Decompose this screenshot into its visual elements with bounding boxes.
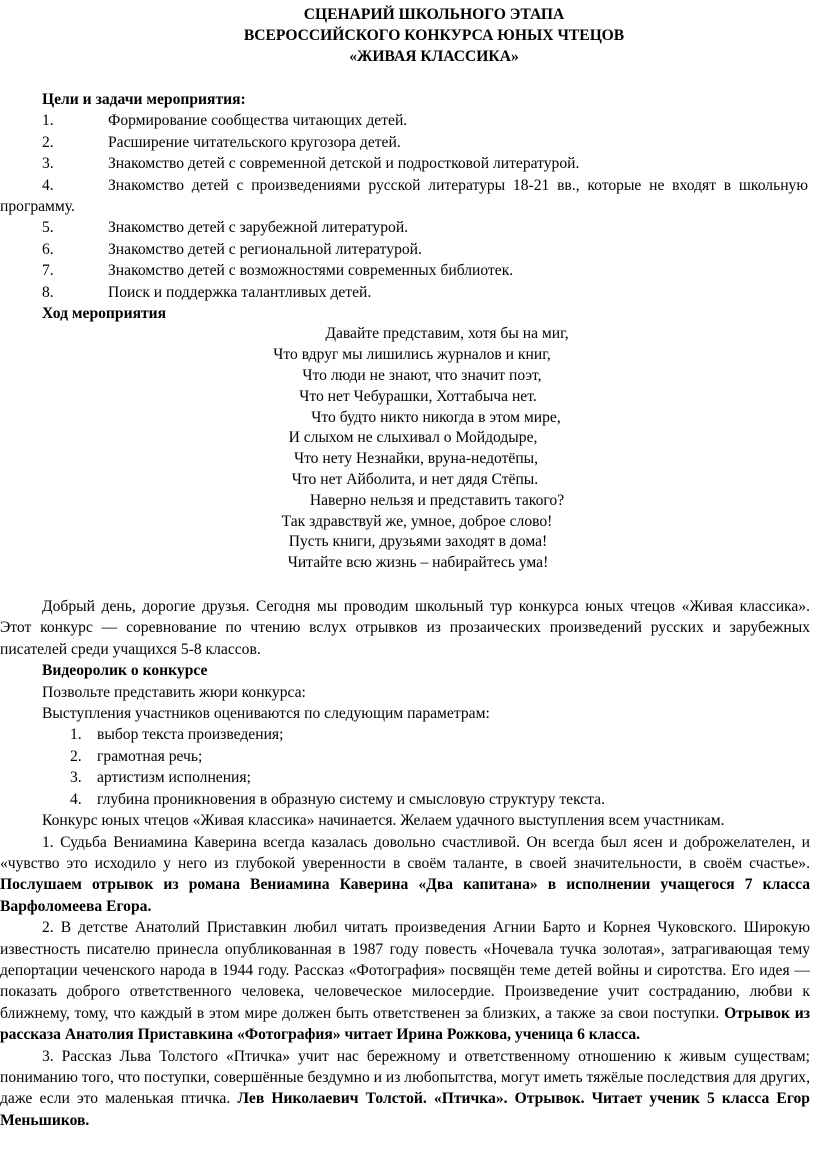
poem-line: Что будто никто никогда в этом мире, (311, 408, 561, 426)
goal-item (0, 153, 816, 174)
goal-number: 2. (42, 133, 54, 151)
goal-number: 8. (42, 283, 54, 301)
goal-number: 1. (42, 112, 54, 130)
criteria-text: грамотная речь; (97, 747, 203, 765)
criteria-number: 1. (70, 726, 82, 744)
poem-line: Что нету Незнайки, вруна-недотёпы, (293, 450, 539, 468)
goal-item (0, 110, 816, 131)
goal-text: Знакомство детей с произведениями русской литературы 18-21 вв., которые не входят в школьную программу. (0, 176, 808, 216)
poem-line: Так здравствуй же, умное, доброе слово! (281, 512, 553, 530)
goal-text: Расширение читательского кругозора детей. (108, 133, 401, 151)
goals-heading: Цели и задачи мероприятия: (42, 91, 246, 108)
jury-line: Позвольте представить жюри конкурса: (42, 683, 306, 701)
goal-text: Знакомство детей с зарубежной литературой. (108, 219, 409, 237)
title-line-1: СЦЕНАРИЙ ШКОЛЬНОГО ЭТАПА (303, 6, 565, 23)
criteria-intro: Выступления участников оцениваются по следующим параметрам: (42, 705, 490, 723)
poem-line: Пусть книги, друзьями заходят в дома! (288, 533, 548, 551)
poem-line: Давайте представим, хотя бы на миг, (325, 325, 569, 343)
criteria-number: 3. (70, 769, 82, 787)
event-heading: Ход мероприятия (42, 305, 167, 323)
poem-line: Что нет Чебурашки, Хоттабыча нет. (299, 387, 537, 405)
poem-line: Что нет Айболита, и нет дядя Стёпы. (291, 471, 539, 489)
title-line-2: ВСЕРОССИЙСКОГО КОНКУРСА ЮНЫХ ЧТЕЦОВ (243, 27, 625, 44)
goal-number: 3. (42, 155, 54, 173)
criteria-text: выбор текста произведения; (97, 726, 284, 744)
goal-text: Формирование сообщества читающих детей. (108, 112, 408, 130)
poem-line: Наверно нельзя и представить такого? (309, 491, 565, 509)
goal-item (0, 175, 816, 218)
goal-number: 7. (42, 262, 54, 280)
goal-text: Поиск и поддержка талантливых детей. (108, 283, 372, 301)
poem-line: Читайте всю жизнь – набирайтесь ума! (287, 554, 549, 572)
document-title (52, 4, 816, 67)
reading-1-announcement: Послушаем отрывок из романа Вениамина Каверина «Два капитана» в исполнении учащегося 7 класса Варфоломеева Егора. (0, 876, 810, 915)
reading-2-text: 2. В детстве Анатолий Приставкин любил читать произведения Агнии Барто и Корнея Чуковского. Широкую известность писателю принесла опубликованная в 1987 году повесть «Ночевала тучка золотая», затрагивающая тему депортации чеченского народа в 1944 году. Рассказ «Фотография» посвящён теме детей войны и сиротства. Его идея — показать доброго ответственного человека, человеческое милосердие. Произведение учит состраданию, любви к ближнему, тому, что каждый в этом мире должен быть ответственен за близких, а также за свои поступки. (0, 919, 810, 1022)
criteria-item (0, 789, 816, 810)
poem-line: Что вдруг мы лишились журналов и книг, (273, 346, 551, 364)
start-paragraph: Конкурс юных чтецов «Живая классика» начинается. Желаем удачного выступления всем участникам. (42, 812, 725, 830)
reading-paragraph-1 (0, 832, 816, 918)
poem-line: Что люди не знают, что значит поэт, (302, 367, 542, 385)
reading-1-text: 1. Судьба Вениамина Каверина всегда казалась довольно счастливой. Он всегда был ясен и доброжелателен, и «чувство это исходило у него из глубокой уверенности в своём таланте, в своей значительности, в своём счастье». (0, 833, 810, 872)
goal-number: 5. (42, 219, 54, 237)
reading-paragraph-2 (0, 917, 816, 1045)
criteria-item (0, 746, 816, 767)
video-heading: Видеоролик о конкурсе (42, 662, 208, 680)
criteria-text: глубина проникновения в образную систему и смысловую структуру текста. (97, 790, 605, 808)
reading-2-announcement: Отрывок из рассказа Анатолия Приставкина «Фотография» читает Ирина Рожкова, ученица 6 класса. (0, 1004, 810, 1044)
goal-item (0, 260, 816, 281)
poem (0, 324, 816, 574)
title-line-3: «ЖИВАЯ КЛАССИКА» (349, 48, 519, 65)
criteria-text: артистизм исполнения; (97, 769, 251, 787)
goal-item (0, 217, 816, 238)
criteria-number: 2. (70, 747, 82, 765)
reading-3-announcement: Лев Николаевич Толстой. «Птичка». Отрывок. Читает ученик 5 класса Егор Меньшиков. (0, 1090, 810, 1129)
goal-text: Знакомство детей с возможностями современных библиотек. (108, 262, 514, 280)
criteria-item (0, 724, 816, 745)
criteria-item (0, 767, 816, 788)
goal-item (0, 132, 816, 153)
reading-3-text: 3. Рассказ Льва Толстого «Птичка» учит нас бережному и ответственному отношению к живым существам; пониманию того, что поступки, совершённые бездумно и из любопытства, могут иметь тяжёлые последствия для других, даже если это маленькая птичка. (0, 1047, 810, 1108)
goal-text: Знакомство детей с современной детской и подростковой литературой. (108, 155, 580, 173)
poem-line: И слыхом не слыхивал о Мойдодыре, (288, 429, 538, 447)
goal-item (0, 239, 816, 260)
goal-text: Знакомство детей с региональной литературой. (108, 240, 422, 258)
intro-paragraph: Добрый день, дорогие друзья. Сегодня мы проводим школьный тур конкурса юных чтецов «Живая классика». Этот конкурс — соревнование по чтению вслух отрывков из прозаических произведений русских и зарубежных писателей среди учащихся 5-8 классов. (0, 598, 810, 658)
goal-item (0, 282, 816, 303)
reading-paragraph-3 (0, 1046, 816, 1132)
goal-number: 4. (42, 176, 54, 194)
goal-number: 6. (42, 240, 54, 258)
criteria-number: 4. (70, 790, 82, 808)
